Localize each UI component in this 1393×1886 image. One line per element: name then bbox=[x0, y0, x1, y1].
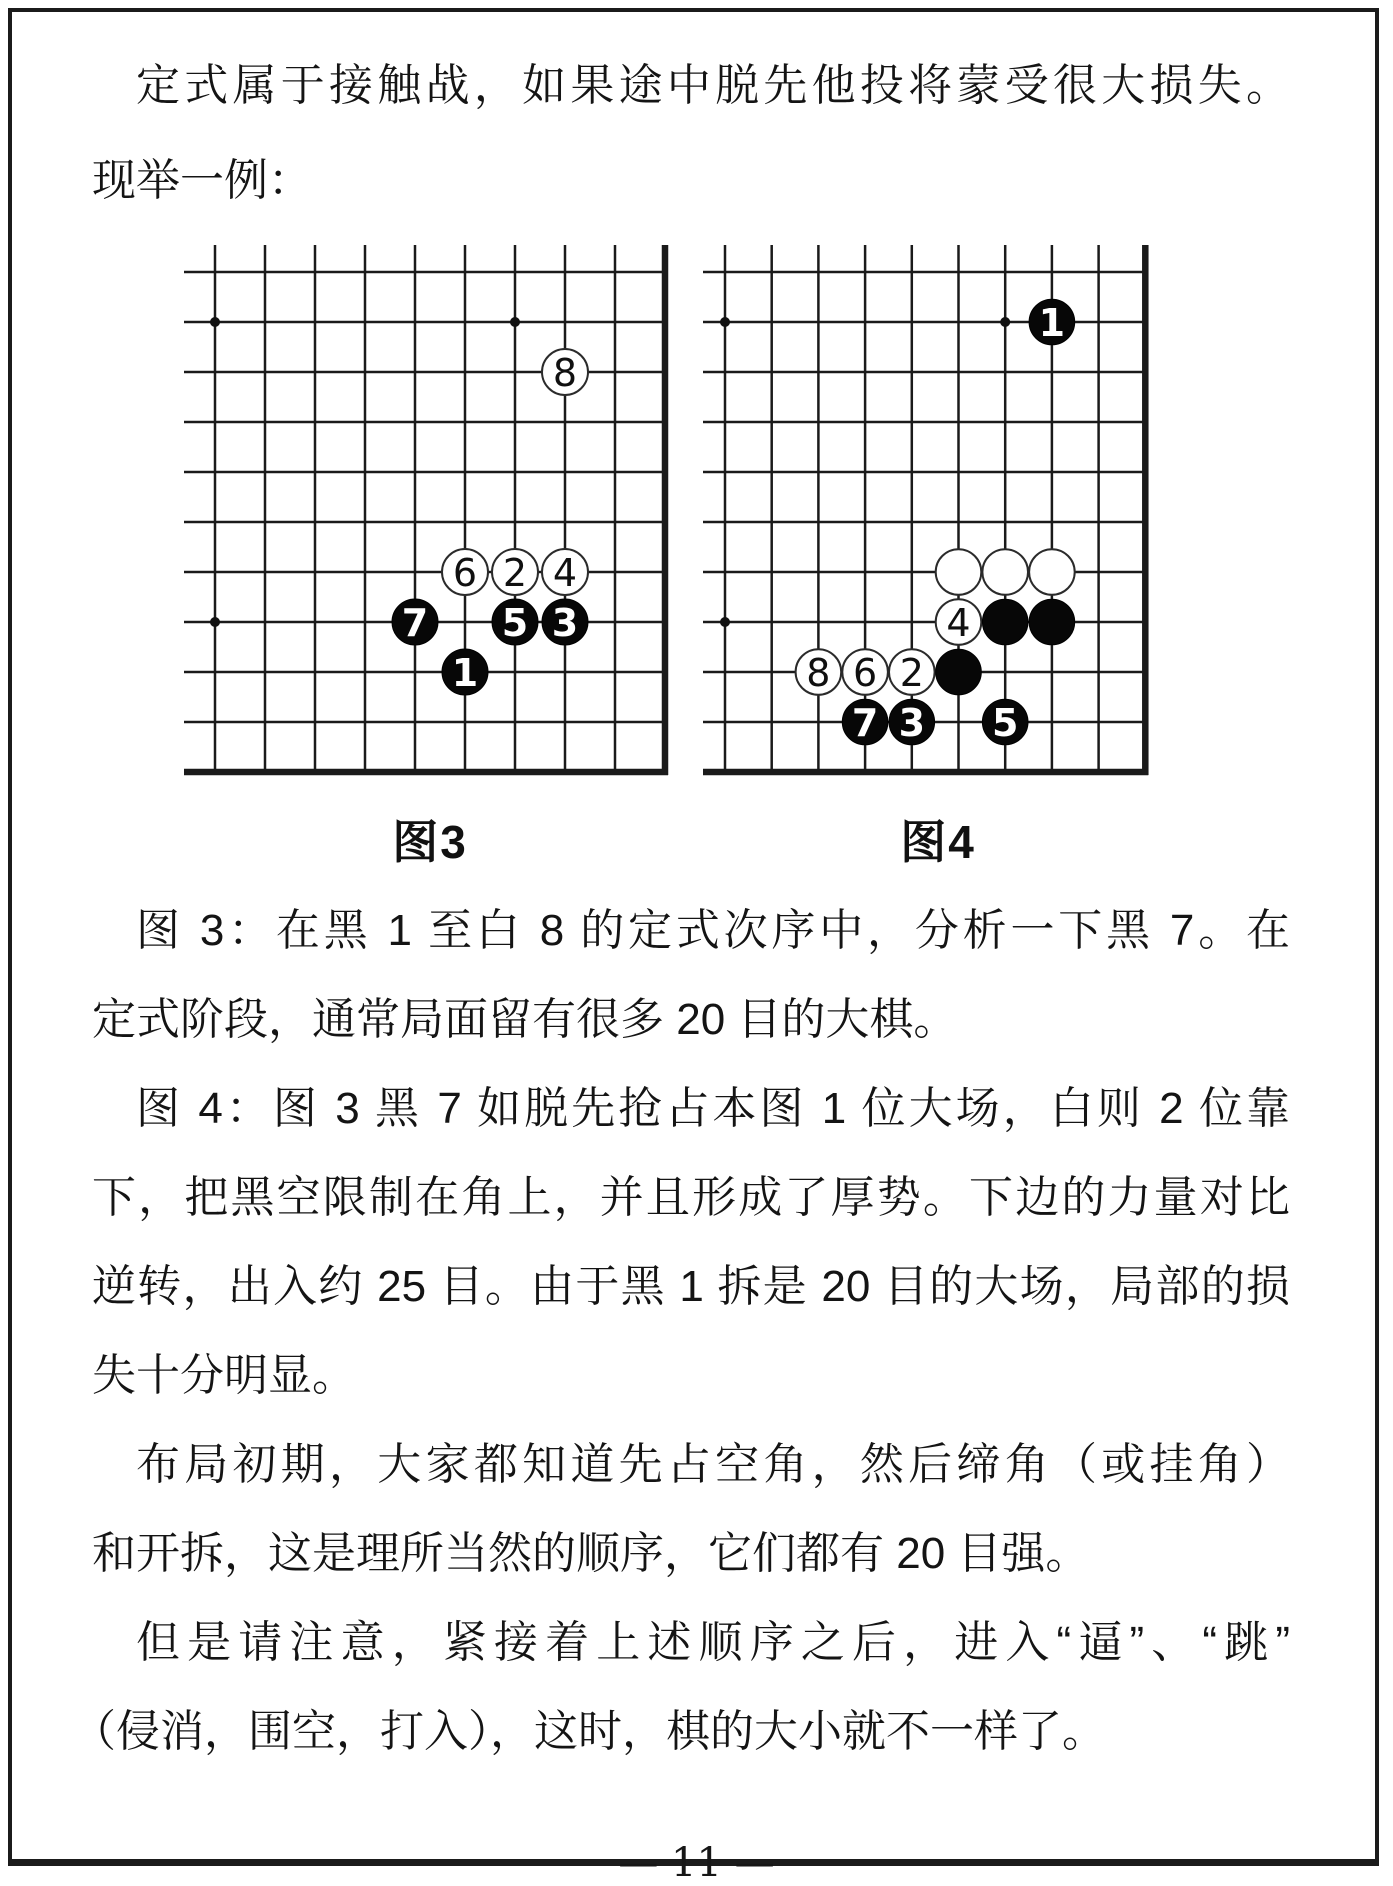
white-stone bbox=[1029, 549, 1075, 595]
stone-number: 5 bbox=[501, 601, 529, 645]
stone-number: 4 bbox=[552, 551, 578, 595]
page-number: — 11 — bbox=[618, 1840, 775, 1886]
text-line: 但是请注意，紧接着上述顺序之后，进入“逼”、“跳” bbox=[136, 1618, 1290, 1667]
stone-number: 1 bbox=[451, 651, 479, 695]
star-point bbox=[210, 317, 220, 327]
text-line: 图 4：图 3 黑 7 如脱先抢占本图 1 位大场，白则 2 位靠 bbox=[136, 1084, 1290, 1133]
stone-number: 2 bbox=[502, 551, 528, 595]
figure4-caption: 图4 bbox=[900, 816, 976, 868]
text-line: 定式阶段，通常局面留有很多 20 目的大棋。 bbox=[92, 995, 958, 1044]
star-point bbox=[510, 317, 520, 327]
stone-number: 4 bbox=[946, 601, 971, 645]
go-board-figure3 bbox=[184, 245, 671, 778]
text-line: 下，把黑空限制在角上，并且形成了厚势。下边的力量对比 bbox=[92, 1173, 1290, 1222]
stone-number: 8 bbox=[806, 651, 831, 695]
text-line: 和开拆，这是理所当然的顺序，它们都有 20 目强。 bbox=[92, 1529, 1090, 1578]
star-point bbox=[1000, 317, 1010, 327]
stone-number: 6 bbox=[853, 651, 878, 695]
black-stone bbox=[936, 649, 982, 695]
go-board-figure4 bbox=[703, 245, 1152, 778]
stone-number: 7 bbox=[401, 601, 429, 645]
text-line: 失十分明显。 bbox=[92, 1351, 356, 1400]
text-line: 布局初期，大家都知道先占空角，然后缔角（或挂角） bbox=[136, 1440, 1290, 1489]
stone-number: 1 bbox=[1038, 301, 1066, 345]
star-point bbox=[720, 617, 730, 627]
white-stone bbox=[936, 549, 982, 595]
text-line: 逆转，出入约 25 目。由于黑 1 拆是 20 目的大场，局部的损 bbox=[92, 1262, 1290, 1311]
black-stone bbox=[982, 599, 1028, 645]
white-stone bbox=[982, 549, 1028, 595]
stone-number: 8 bbox=[552, 351, 578, 395]
text-line: 定式属于接触战，如果途中脱先他投将蒙受很大损失。 bbox=[136, 61, 1290, 110]
text-line: 图 3：在黑 1 至白 8 的定式次序中，分析一下黑 7。在 bbox=[136, 906, 1290, 955]
text-line: （侵消，围空，打入），这时，棋的大小就不一样了。 bbox=[72, 1707, 1106, 1756]
stone-number: 5 bbox=[991, 701, 1019, 745]
black-stone bbox=[1029, 599, 1075, 645]
star-point bbox=[720, 317, 730, 327]
stone-number: 6 bbox=[452, 551, 478, 595]
stone-number: 7 bbox=[851, 701, 879, 745]
figure3-caption: 图3 bbox=[392, 816, 468, 868]
star-point bbox=[210, 617, 220, 627]
stone-number: 3 bbox=[551, 601, 579, 645]
text-line: 现举一例： bbox=[92, 156, 312, 205]
stone-number: 2 bbox=[899, 651, 924, 695]
stone-number: 3 bbox=[898, 701, 926, 745]
